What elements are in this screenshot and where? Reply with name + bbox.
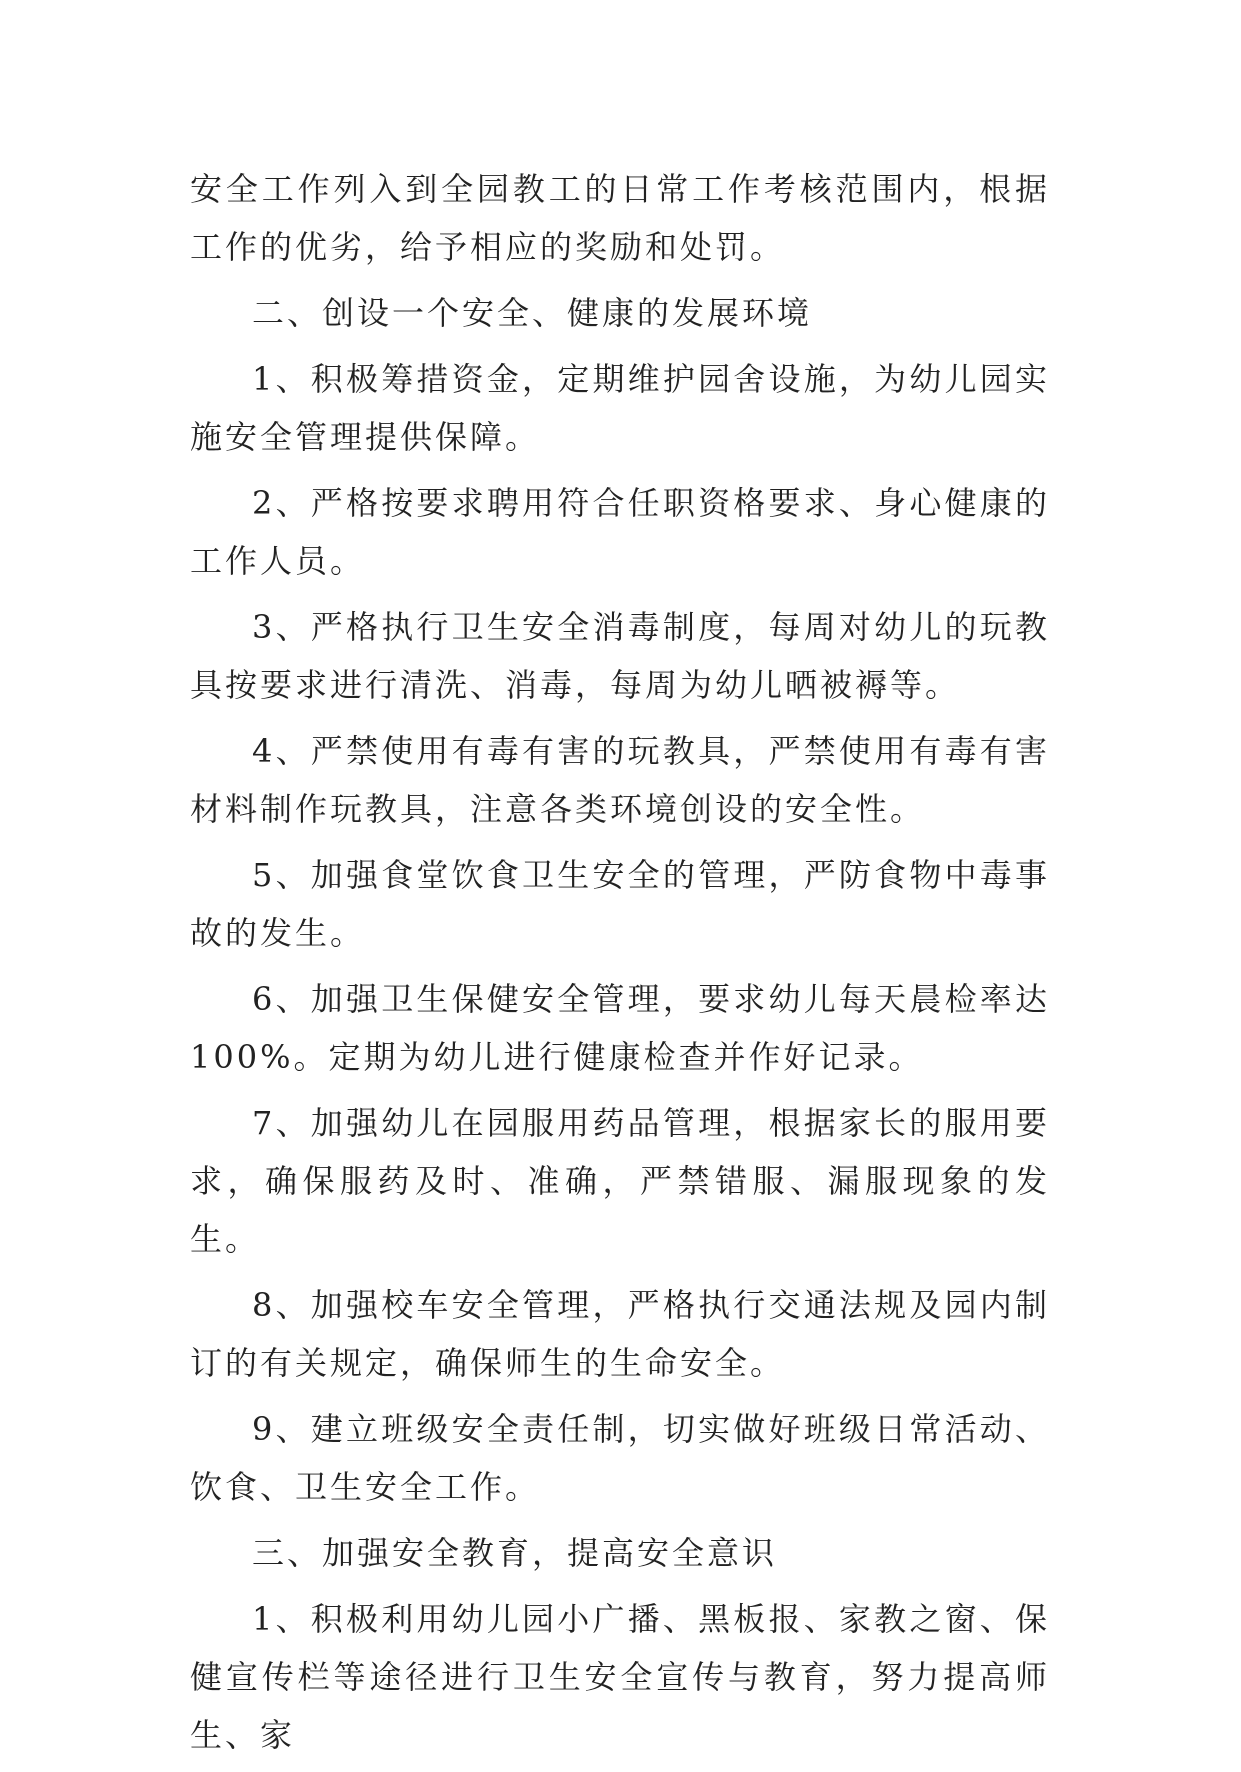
list-item-3: 3、严格执行卫生安全消毒制度，每周对幼儿的玩教具按要求进行清洗、消毒，每周为幼儿晒被褥等。 xyxy=(190,608,1050,704)
list-item-8: 8、加强校车安全管理，严格执行交通法规及园内制订的有关规定，确保师生的生命安全。 xyxy=(190,1286,1050,1382)
paragraph-0: 安全工作列入到全园教工的日常工作考核范围内，根据工作的优劣，给予相应的奖励和处罚。 xyxy=(190,170,1050,266)
list-item-9: 9、建立班级安全责任制，切实做好班级日常活动、饮食、卫生安全工作。 xyxy=(190,1410,1050,1506)
list-item-7: 7、加强幼儿在园服用药品管理，根据家长的服用要求，确保服药及时、准确，严禁错服、漏服现象的发生。 xyxy=(190,1104,1050,1258)
list-item-5: 5、加强食堂饮食卫生安全的管理，严防食物中毒事故的发生。 xyxy=(190,856,1050,952)
list-item-1: 1、积极筹措资金，定期维护园舍设施，为幼儿园实施安全管理提供保障。 xyxy=(190,360,1050,456)
list-item-2: 2、严格按要求聘用符合任职资格要求、身心健康的工作人员。 xyxy=(190,484,1050,580)
section-heading-3: 三、加强安全教育，提高安全意识 xyxy=(252,1534,778,1572)
list-item-4: 4、严禁使用有毒有害的玩教具，严禁使用有毒有害材料制作玩教具，注意各类环境创设的安全性。 xyxy=(190,732,1050,828)
section-heading-2: 二、创设一个安全、健康的发展环境 xyxy=(252,294,813,332)
list-item-6: 6、加强卫生保健安全管理，要求幼儿每天晨检率达100%。定期为幼儿进行健康检查并作好记录。 xyxy=(190,980,1050,1076)
document-body xyxy=(190,160,1050,1772)
list-item-3-1: 1、积极利用幼儿园小广播、黑板报、家教之窗、保健宣传栏等途径进行卫生安全宣传与教育，努力提高师生、家 xyxy=(190,1600,1050,1754)
